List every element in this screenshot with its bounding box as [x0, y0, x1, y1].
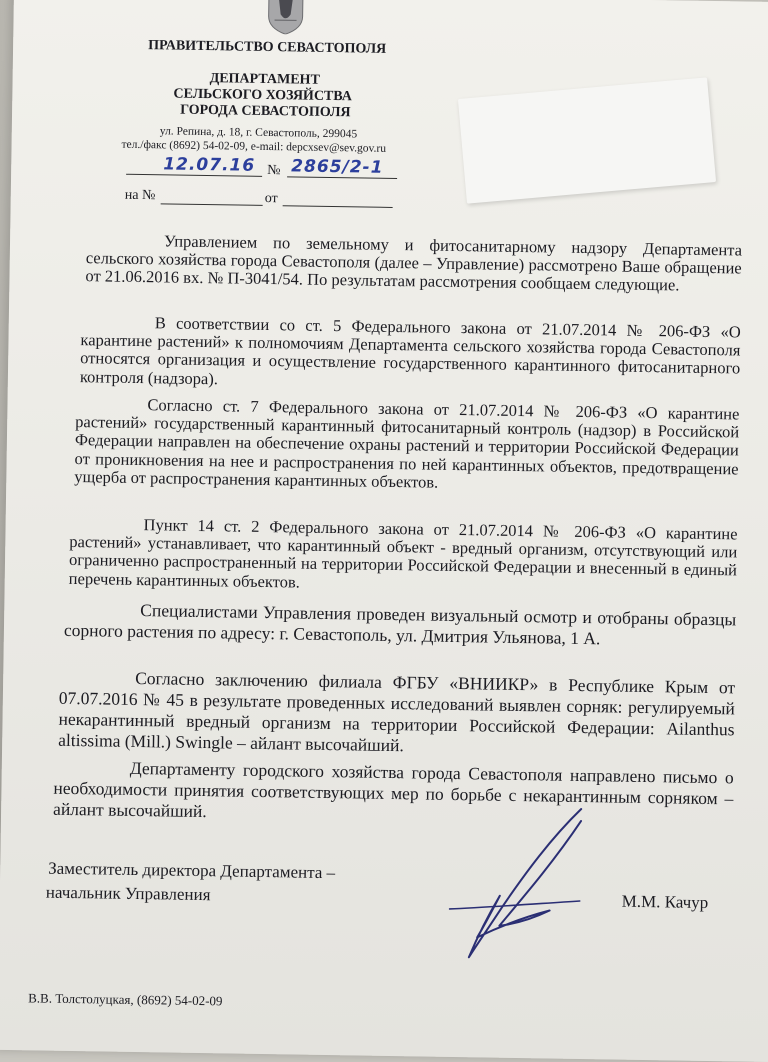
reference-date-line [283, 205, 393, 208]
paragraph-4: Пункт 14 ст. 2 Федерального закона от 21.07.2014 № 206-ФЗ «О карантине растений» устанавливает, что карантинный объект - вредный организм, отсутствующий или ограниченно распространенный на территории Российской Федерации и внесенный в единый перечень карантинных объектов. [68, 515, 738, 592]
paragraph-2: В соответствии со ст. 5 Федерального закона от 21.07.2014 № 206-ФЗ «О карантине растений» к полномочиям Департамента сельского хозяйства города Севастополя относятся организация и осуществление государственного карантинного фитосанитарного контроля (надзора). [79, 313, 741, 388]
reference-number-label: на № [124, 187, 156, 204]
department-contacts: тел./факс (8692) 54-02-09, e-mail: depcxsev@sev.gov.ru [121, 138, 387, 155]
sticky-note-redaction [458, 77, 716, 203]
paragraph-6: Согласно заключению филиала ФГБУ «ВНИИКР» в Республике Крым от 07.07.2016 № 45 в результате проведенных исследований выявлен сорняк: регулируемый некарантинный вредный организм на территории Российской Федерации: Ailanthus altissima (Mill.) Swingle – айлант высочайший. [58, 667, 736, 756]
paragraph-5: Специалистами Управления проведен визуальный осмотр и отобраны образцы сорного растения по адресу: г. Севастополь, ул. Дмитрия Ульянова, 1 А. [63, 600, 737, 649]
department-title-line-3: ГОРОДА СЕВАСТОПОЛЯ [180, 102, 351, 121]
department-title-line-2: СЕЛЬСКОГО ХОЗЯЙСТВА [173, 86, 352, 105]
department-address: ул. Репина, д. 18, г. Севастополь, 299045 [159, 125, 358, 141]
handwritten-signature [429, 797, 602, 965]
signatory-name: М.М. Качур [621, 891, 709, 913]
coat-of-arms-emblem [260, 0, 311, 35]
department-title-line-1: ДЕПАРТАМЕНТ [209, 71, 320, 88]
government-name: ПРАВИТЕЛЬСТВО СЕВАСТОПОЛЯ [148, 38, 387, 57]
reference-number-line [161, 203, 263, 206]
reference-date-label: от [264, 190, 278, 207]
executor-contact: В.В. Толстолуцкая, (8692) 54-02-09 [28, 990, 223, 1009]
outgoing-number: 2865/2-1 [291, 156, 384, 178]
paragraph-7: Департаменту городского хозяйства города Севастополя направлено письмо о необходимости принятия соответствующих мер по борьбе с некарантинным сорняком – айлант высочайший. [52, 757, 734, 822]
signatory-position-line-1: Заместитель директора Департамента – [48, 858, 336, 883]
outgoing-date: 12.07.16 [163, 154, 256, 176]
paragraph-3: Согласно ст. 7 Федерального закона от 21.07.2014 № 206-ФЗ «О карантине растений» государственный карантинный фитосанитарный контроль (надзор) в Российской Федерации направлен на обеспечение охраны растений и территории Российской Федерации от проникновения на нее и распространения по ней карантинных объектов, предотвращение ущерба от распространения карантинных объектов. [74, 395, 740, 492]
paragraph-1: Управлением по земельному и фитосанитарному надзору Департамента сельского хозяйства города Севастополя (далее – Управление) рассмотрено Ваше обращение от 21.06.2016 вх. № П-3041/54. По результатам рассмотрения сообщаем следующие. [85, 231, 743, 295]
signatory-position-line-2: начальник Управления [45, 882, 211, 905]
number-sign: № [267, 163, 281, 179]
